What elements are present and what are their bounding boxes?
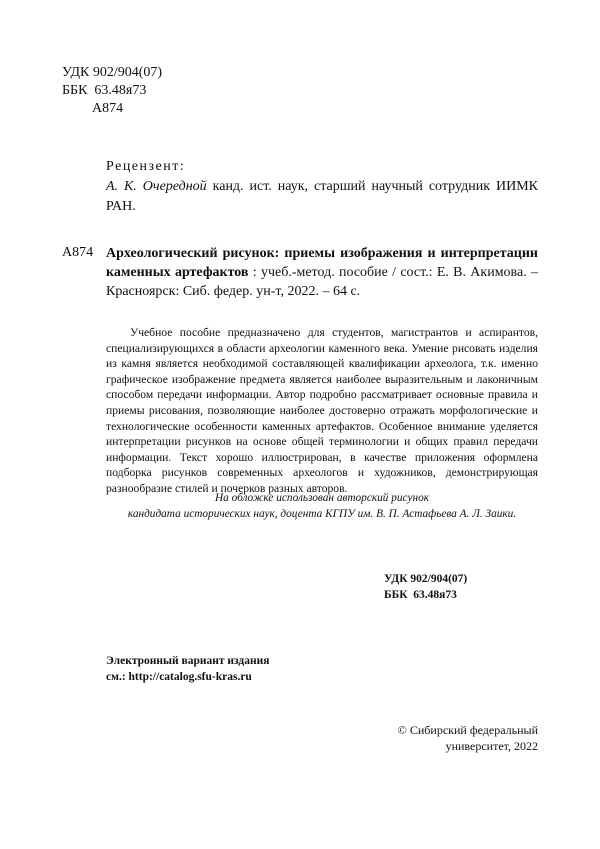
bbk-code: ББК 63.48я73	[62, 83, 147, 98]
classification-codes-top	[62, 64, 162, 118]
electronic-version-label: Электронный вариант издания	[106, 655, 270, 667]
reviewer-label: Рецензент:	[106, 159, 186, 174]
entry-author-mark: А874	[62, 245, 94, 260]
udc-code-bottom: УДК 902/904(07)	[384, 573, 468, 585]
copyright-line-2: университет, 2022	[445, 738, 538, 753]
classification-codes-bottom	[384, 572, 467, 603]
cover-note-line-2: кандидата исторических наук, доцента КГПУ им. В. П. Астафьева А. Л. Заики.	[127, 508, 517, 520]
copyright-notice	[370, 723, 538, 754]
cover-note-line-1: На обложке использован авторский рисунок	[214, 492, 430, 504]
bbk-code-bottom: ББК 63.48я73	[384, 588, 457, 601]
bibliographic-entry	[106, 244, 538, 301]
reviewer-info	[106, 177, 538, 217]
udc-code: УДК 902/904(07)	[62, 65, 163, 80]
reviewer-name: А. К. Очередной	[106, 179, 207, 194]
book-title: Археологический рисунок: приемы изображения и интерпретации каменных артефактов	[106, 246, 538, 280]
author-mark: А874	[92, 101, 124, 116]
reviewer-block	[106, 157, 538, 217]
electronic-version-link: см.: http://catalog.sfu-kras.ru	[106, 670, 252, 683]
cover-note	[106, 490, 538, 522]
copyright-line-1: © Сибирский федеральный	[397, 723, 538, 737]
publication-details: : учеб.-метод. пособие / сост.: Е. В. Акимова. – Красноярск: Сиб. федер. ун-т, 2022. – 64 с.	[106, 265, 538, 299]
electronic-version-note	[106, 654, 269, 685]
abstract-text: Учебное пособие предназначено для студентов, магистрантов и аспирантов, специализирующихся в области археологии каменного века. Умение рисовать изделия из камня является необходимой составляющей квалификации археолога, т.к. именно графическое изображение предмета является наиболее выразительным и лаконичным способом передачи информации. Автор подробно рассматривает основные правила и приемы рисования, позволяющие наиболее достоверно отражать морфологические и технологические особенности каменных артефактов. Особенное внимание уделяется интерпретации рисунков на основе общей терминологии и общих правил передачи информации. Текст хорошо иллюстрирован, в качестве приложения оформлена подборка рисунков современных археологов и художников, демонстрирующая разнообразие стилей и почерков разных авторов.	[106, 326, 538, 495]
reviewer-description: канд. ист. наук, старший научный сотрудник ИИМК РАН.	[106, 179, 538, 214]
